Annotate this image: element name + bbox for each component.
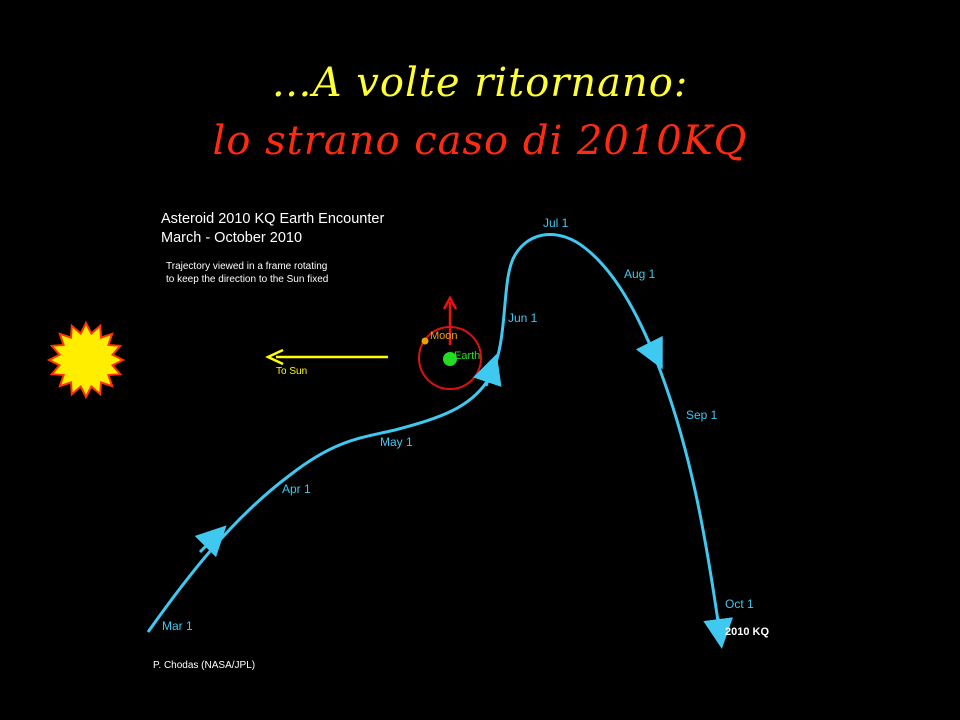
direction-arrow xyxy=(718,618,720,634)
figure-note-line1: Trajectory viewed in a frame rotating xyxy=(166,261,328,272)
to-sun-arrow xyxy=(268,350,388,364)
to-sun-label: To Sun xyxy=(276,366,308,377)
month-label-apr: Apr 1 xyxy=(282,482,311,496)
month-label-mar: Mar 1 xyxy=(162,619,193,633)
slide-title-line2: lo strano caso di 2010KQ xyxy=(212,118,748,164)
asteroid-label: 2010 KQ xyxy=(725,626,770,638)
month-label-jun: Jun 1 xyxy=(508,311,538,325)
month-label-sep: Sep 1 xyxy=(686,408,718,422)
figure-heading: Asteroid 2010 KQ Earth Encounter xyxy=(161,211,385,227)
asteroid-trajectory xyxy=(148,234,720,635)
figure-date-range: March - October 2010 xyxy=(161,230,303,246)
month-label-aug: Aug 1 xyxy=(624,267,656,281)
slide-title-line1: …A volte ritornano: xyxy=(271,60,689,106)
figure-note-line2: to keep the direction to the Sun fixed xyxy=(166,274,329,285)
sun-icon xyxy=(49,323,123,397)
figure-credit: P. Chodas (NASA/JPL) xyxy=(153,660,256,671)
earth-label: Earth xyxy=(454,350,481,362)
month-label-may: May 1 xyxy=(380,435,413,449)
month-label-oct: Oct 1 xyxy=(725,597,754,611)
moon-icon xyxy=(422,338,429,345)
moon-label: Moon xyxy=(430,330,458,342)
month-label-jul: Jul 1 xyxy=(543,216,569,230)
direction-arrow xyxy=(200,536,216,552)
